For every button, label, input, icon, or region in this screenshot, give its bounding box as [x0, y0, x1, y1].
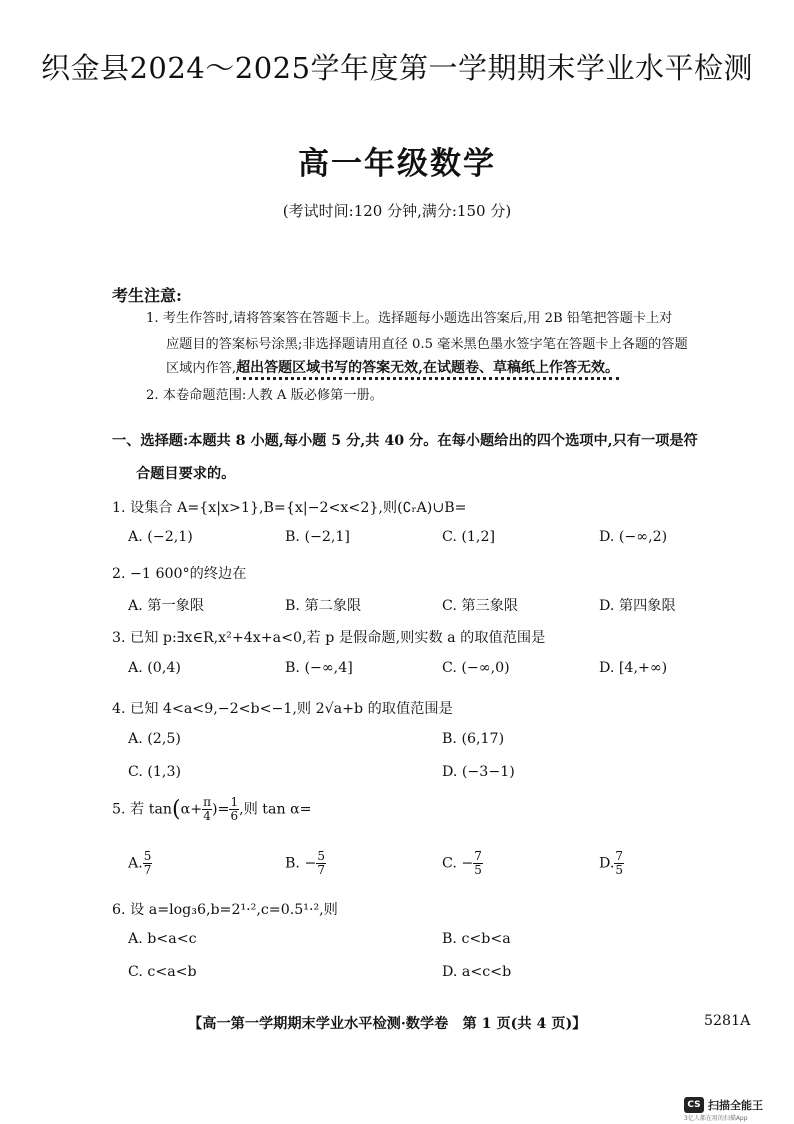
question-5-option-a: A. $\frac{5}{7}$ [128, 849, 152, 877]
question-6-stem: 6. 设 a=log₃6,b=2¹·²,c=0.5¹·²,则 [112, 902, 338, 918]
question-4-stem: 4. 已知 4<a<9,−2<b<−1,则 2√a+b 的取值范围是 [112, 701, 453, 717]
question-3-option-b: B. (−∞,4] [285, 660, 353, 676]
notice-title: 考生注意: [112, 286, 182, 305]
question-1-stem: 1. 设集合 A={x|x>1},B={x|−2<x<2},则(∁ᵣA)∪B= [112, 500, 467, 516]
question-6-option-d: D. a<c<b [442, 964, 512, 980]
notice-item1-line3-emphasis: 超出答题区域书写的答案无效,在试题卷、草稿纸上作答无效。 [236, 360, 619, 380]
question-1-option-a: A. (−2,1) [128, 529, 193, 545]
notice-item2: 2. 本卷命题范围:人教 A 版必修第一册。 [146, 388, 383, 403]
q5-stem-prefix: 5. 若 tan [112, 801, 173, 818]
question-3-stem: 3. 已知 p:∃x∈R,x²+4x+a<0,若 p 是假命题,则实数 a 的取值范围是 [112, 630, 546, 646]
question-6-option-c: C. c<a<b [128, 964, 197, 980]
notice-item1-line2: 应题目的答案标号涂黑;非选择题请用直径 0.5 毫米黑色墨水签字笔在答题卡上各题的答题 [166, 337, 688, 352]
page-footer: 【高一第一学期期末学业水平检测·数学卷 第 1 页(共 4 页)】 [188, 1016, 587, 1032]
q5-paren-open: ( [172, 797, 181, 822]
question-4-option-a: A. (2,5) [128, 731, 181, 747]
section1-line2: 合题目要求的。 [136, 466, 236, 482]
watermark-text: 扫描全能王 [708, 1099, 763, 1112]
question-4-option-d: D. (−3−1) [442, 764, 515, 780]
notice-item1-line1: 1. 考生作答时,请将答案答在答题卡上。选择题每小题选出答案后,用 2B 铅笔把答题卡上对 [146, 311, 673, 326]
q5-stem-alpha: α+ [180, 801, 203, 818]
question-6-option-b: B. c<b<a [442, 931, 511, 947]
notice-item1-line3 [166, 357, 619, 377]
section1-line1: 一、选择题:本题共 8 小题,每小题 5 分,共 40 分。在每小题给出的四个选项中,只有一项是符 [112, 433, 698, 449]
camscanner-logo-icon: CS [684, 1097, 704, 1113]
question-2-option-d: D. 第四象限 [599, 598, 676, 614]
question-5-option-d: D. $\frac{7}{5}$ [599, 849, 624, 877]
exam-header-title: 织金县2024～2025学年度第一学期期末学业水平检测 [40, 51, 754, 85]
question-6-option-a: A. b<a<c [128, 931, 197, 947]
question-5-option-c: C. − $\frac{7}{5}$ [442, 849, 482, 877]
question-1-option-b: B. (−2,1] [285, 529, 350, 545]
question-3-option-a: A. (0,4) [128, 660, 181, 676]
question-2-option-a: A. 第一象限 [128, 598, 205, 614]
question-1-option-d: D. (−∞,2) [599, 529, 668, 545]
question-2-option-b: B. 第二象限 [285, 598, 362, 614]
question-5-option-b: B. − $\frac{5}{7}$ [285, 849, 325, 877]
question-3-option-c: C. (−∞,0) [442, 660, 510, 676]
question-4-option-b: B. (6,17) [442, 731, 505, 747]
q5-pi-over-4: $\frac{\pi}{4}$ [203, 795, 211, 823]
question-2-stem: 2. −1 600°的终边在 [112, 566, 247, 582]
scanner-watermark [684, 1097, 763, 1113]
question-4-option-c: C. (1,3) [128, 764, 182, 780]
exam-subject-title: 高一年级数学 [298, 146, 496, 182]
q5-stem-suffix: ,则 tan α= [239, 801, 312, 818]
q5-stem-eq: )= [212, 801, 230, 818]
watermark-tagline: 3亿人都在用的扫描App [684, 1115, 748, 1122]
exam-info: (考试时间:120 分钟,满分:150 分) [282, 202, 512, 220]
question-2-option-c: C. 第三象限 [442, 598, 519, 614]
q5-one-sixth: $\frac{1}{6}$ [230, 795, 239, 823]
question-1-option-c: C. (1,2] [442, 529, 496, 545]
question-5-stem [112, 796, 312, 823]
notice-item1-line3-plain: 区域内作答, [166, 361, 237, 376]
question-3-option-d: D. [4,+∞) [599, 660, 668, 676]
paper-code: 5281A [704, 1013, 751, 1029]
